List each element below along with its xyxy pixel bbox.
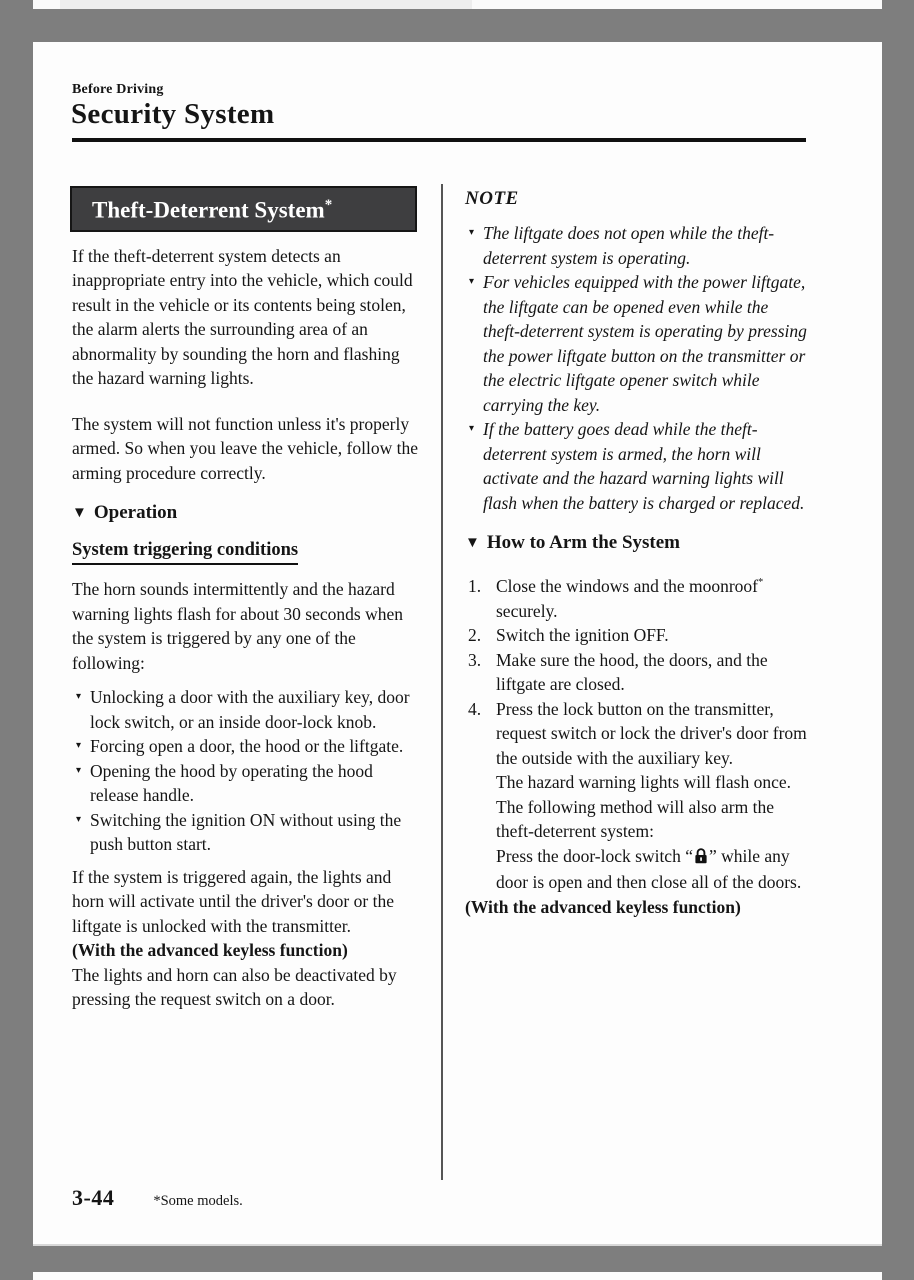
list-item [72,734,425,759]
step-text: Make sure the hood, the doors, and the liftgate are closed. [496,649,768,694]
list-item-text: If the battery goes dead while the theft-deterrent system is armed, the horn will activate and the hazard warning lights will flash when the battery is charged or replaced. [483,419,805,513]
next-page-edge [33,1272,882,1280]
list-item [465,270,809,417]
header-rule [72,138,806,142]
section-kicker: Before Driving [72,82,164,97]
advanced-keyless-heading-left: (With the advanced keyless function) [72,940,348,961]
theft-deterrent-system-heading [70,186,417,232]
step-text: Close the windows and the moonroof* securely. [496,576,764,621]
column-divider [441,184,443,1180]
page-title: Security System [71,98,275,130]
bullet-icon: ▾ [469,276,475,287]
right-column [465,186,809,919]
lock-icon [694,846,708,871]
note-heading: NOTE [465,188,519,209]
triangle-marker-icon: ▼ [72,505,87,522]
list-item [72,808,425,857]
list-item-text: The liftgate does not open while the theft-deterrent system is operating. [483,223,775,268]
bullet-icon: ▾ [76,740,82,752]
page-footer [72,1185,243,1211]
step-number: 1. [468,576,482,596]
list-item-text: Opening the hood by operating the hood release handle. [90,760,373,806]
page-number: 3-44 [72,1185,115,1210]
list-item-text: Switching the ignition ON without using the push button start. [90,809,402,855]
step-item-4 [465,697,809,895]
step-4-main-text: Press the lock button on the transmitter, request switch or lock the driver's door from the outside with the auxiliary key. [496,698,807,768]
how-to-arm-heading-label: How to Arm the System [486,532,680,553]
triggered-again-paragraph: If the system is triggered again, the lights and horn will activate until the driver's door or the liftgate is unlocked with the transmitter. [72,866,394,936]
intro-paragraph-2: The system will not function unless it's properly armed. So when you leave the vehicle, follow the arming procedure correctly. [72,413,419,483]
bullet-icon: ▾ [469,227,475,238]
intro-paragraph-1: If the theft-deterrent system detects an inappropriate entry into the vehicle, which could result in the vehicle or its contents being stolen, the alarm alerts the surrounding area of an abnormality by sounding the horn and flashing the hazard warning lights. [72,245,413,389]
step-item-3 [465,648,809,697]
triangle-marker-icon: ▼ [465,535,480,551]
step-item-1 [465,574,809,623]
asterisk-marker: * [324,197,333,213]
list-item [72,685,425,734]
list-item-text: Unlocking a door with the auxiliary key, door lock switch, or an inside door-lock knob. [90,687,410,732]
how-to-arm-heading [465,531,809,556]
list-item-text: For vehicles equipped with the power liftgate, the liftgate can be opened even while the theft-deterrent system is operating by pressing the power liftgate button on the transmitter or the electric liftgate opener switch while carrying the key. [483,272,807,415]
previous-page-edge [33,0,882,9]
operation-heading [72,501,425,526]
list-item [72,759,425,808]
triggering-intro-paragraph: The horn sounds intermittently and the hazard warning lights flash for about 30 seconds when the system is triggered by any one of the following: [72,579,403,673]
some-models-footnote: *Some models. [153,1193,243,1209]
manual-page [33,42,882,1246]
list-item [465,221,809,270]
left-column [72,186,425,1012]
list-item-text: Forcing open a door, the hood or the liftgate. [90,736,404,757]
bullet-icon: ▾ [76,764,82,776]
previous-page-shade [60,0,472,9]
step-number: 2. [468,625,482,645]
step-4-lock-line: Press the door-lock switch “ ” while any door is open and then close all of the doors. [496,845,802,892]
triggering-bullet-list [72,685,425,857]
system-triggering-conditions-heading: System triggering conditions [72,539,298,565]
step-item-2 [465,623,809,648]
bullet-icon: ▾ [76,813,82,825]
bullet-icon: ▾ [76,691,82,703]
theft-deterrent-title-text: Theft-Deterrent System [92,197,325,223]
step-number: 3. [468,649,482,670]
asterisk-marker: * [757,577,764,589]
step-4-sub-text-2: The following method will also arm the theft-deterrent system: [496,796,775,841]
arm-steps-list [465,574,809,895]
step-number: 4. [468,698,482,719]
step-4-sub-text-1: The hazard warning lights will flash once. [496,772,791,792]
step-text: Switch the ignition OFF. [496,625,669,645]
list-item [465,417,809,515]
operation-heading-label: Operation [93,502,178,524]
advanced-keyless-text: The lights and horn can also be deactivated by pressing the request switch on a door. [72,964,397,1010]
advanced-keyless-heading-right: (With the advanced keyless function) [465,896,741,917]
step-text [496,697,809,895]
bullet-icon: ▾ [469,423,475,434]
note-bullet-list [465,221,809,515]
